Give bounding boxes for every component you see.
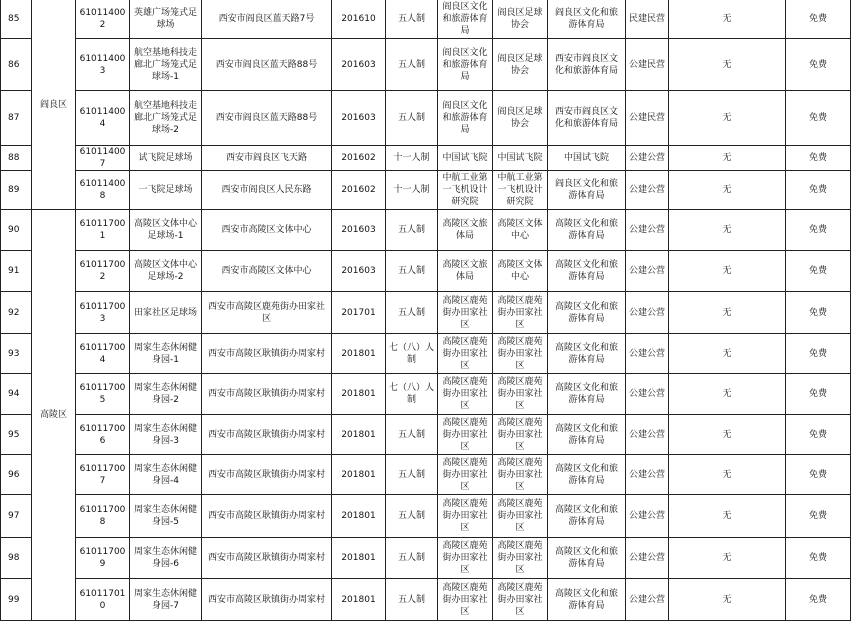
owner-unit: 阎良区文化和旅游体育局	[438, 91, 493, 146]
owner-unit: 中国试飞院	[438, 146, 493, 171]
owner-unit: 阎良区文化和旅游体育局	[438, 0, 493, 39]
venue-code: 610117003	[76, 292, 130, 334]
operation-type: 公建公营	[626, 579, 669, 621]
owner-unit: 高陵区鹿苑街办田家社区	[438, 495, 493, 538]
venue-code: 610117006	[76, 415, 130, 455]
row-number: 93	[1, 334, 32, 374]
venue-name: 航空基地科技走廊北广场笼式足球场-2	[130, 91, 202, 146]
operator-unit: 阎良区足球协会	[493, 39, 548, 91]
regulator-unit: 阎良区文化和旅游体育局	[548, 0, 626, 39]
match-format: 五人制	[386, 415, 438, 455]
match-format: 五人制	[386, 538, 438, 579]
operator-unit: 阎良区足球协会	[493, 0, 548, 39]
fee-flag: 无	[669, 146, 786, 171]
fee-flag: 无	[669, 39, 786, 91]
venue-code: 610114007	[76, 146, 130, 171]
operator-unit: 中航工业第一飞机设计研究院	[493, 171, 548, 210]
table-row	[1, 210, 851, 251]
charge-status: 免费	[786, 91, 851, 146]
row-number: 97	[1, 495, 32, 538]
owner-unit: 阎良区文化和旅游体育局	[438, 39, 493, 91]
charge-status: 免费	[786, 415, 851, 455]
fee-flag: 无	[669, 251, 786, 292]
build-date: 201801	[332, 334, 386, 374]
charge-status: 免费	[786, 495, 851, 538]
operator-unit: 高陵区鹿苑街办田家社区	[493, 334, 548, 374]
operator-unit: 阎良区足球协会	[493, 91, 548, 146]
venue-address: 西安市阎良区飞天路	[202, 146, 332, 171]
regulator-unit: 高陵区文化和旅游体育局	[548, 455, 626, 495]
venue-code: 610114008	[76, 171, 130, 210]
operation-type: 公建公营	[626, 415, 669, 455]
fee-flag: 无	[669, 171, 786, 210]
fee-flag: 无	[669, 210, 786, 251]
regulator-unit: 中国试飞院	[548, 146, 626, 171]
venue-code: 610114003	[76, 39, 130, 91]
match-format: 十一人制	[386, 146, 438, 171]
venue-address: 西安市高陵区耿镇街办周家村	[202, 455, 332, 495]
venue-name: 高陵区文体中心足球场-2	[130, 251, 202, 292]
venue-address: 西安市高陵区耿镇街办周家村	[202, 415, 332, 455]
fee-flag: 无	[669, 0, 786, 39]
build-date: 201801	[332, 579, 386, 621]
match-format: 五人制	[386, 579, 438, 621]
venue-code: 610117007	[76, 455, 130, 495]
operator-unit: 中国试飞院	[493, 146, 548, 171]
operation-type: 公建公营	[626, 495, 669, 538]
charge-status: 免费	[786, 579, 851, 621]
regulator-unit: 高陵区文化和旅游体育局	[548, 374, 626, 415]
charge-status: 免费	[786, 538, 851, 579]
table-row	[1, 39, 851, 91]
fee-flag: 无	[669, 415, 786, 455]
district-cell: 高陵区	[32, 210, 76, 621]
operation-type: 公建公营	[626, 292, 669, 334]
charge-status: 免费	[786, 0, 851, 39]
row-number: 86	[1, 39, 32, 91]
build-date: 201801	[332, 374, 386, 415]
venue-name: 周家生态休闲健身园-6	[130, 538, 202, 579]
operation-type: 公建公营	[626, 334, 669, 374]
table-row	[1, 91, 851, 146]
build-date: 201602	[332, 171, 386, 210]
charge-status: 免费	[786, 210, 851, 251]
match-format: 五人制	[386, 251, 438, 292]
venue-address: 西安市高陵区耿镇街办周家村	[202, 374, 332, 415]
operator-unit: 高陵区鹿苑街办田家社区	[493, 538, 548, 579]
venue-code: 610114002	[76, 0, 130, 39]
row-number: 90	[1, 210, 32, 251]
venue-name: 周家生态休闲健身园-5	[130, 495, 202, 538]
operation-type: 公建民营	[626, 91, 669, 146]
operation-type: 公建公营	[626, 374, 669, 415]
row-number: 96	[1, 455, 32, 495]
operation-type: 公建公营	[626, 171, 669, 210]
owner-unit: 高陵区鹿苑街办田家社区	[438, 334, 493, 374]
charge-status: 免费	[786, 334, 851, 374]
owner-unit: 高陵区鹿苑街办田家社区	[438, 538, 493, 579]
match-format: 五人制	[386, 91, 438, 146]
match-format: 五人制	[386, 495, 438, 538]
operator-unit: 高陵区鹿苑街办田家社区	[493, 292, 548, 334]
build-date: 201602	[332, 146, 386, 171]
regulator-unit: 西安市阎良区文化和旅游体育局	[548, 39, 626, 91]
table-row	[1, 146, 851, 171]
owner-unit: 高陵区鹿苑街办田家社区	[438, 455, 493, 495]
venue-code: 610114004	[76, 91, 130, 146]
venue-address: 西安市阎良区蓝天路7号	[202, 0, 332, 39]
row-number: 98	[1, 538, 32, 579]
venue-code: 610117005	[76, 374, 130, 415]
venue-name: 周家生态休闲健身园-1	[130, 334, 202, 374]
operation-type: 民建民营	[626, 0, 669, 39]
operator-unit: 高陵区文体中心	[493, 251, 548, 292]
operator-unit: 高陵区鹿苑街办田家社区	[493, 455, 548, 495]
match-format: 十一人制	[386, 171, 438, 210]
table-row	[1, 374, 851, 415]
owner-unit: 高陵区鹿苑街办田家社区	[438, 415, 493, 455]
build-date: 201801	[332, 455, 386, 495]
venue-name: 航空基地科技走廊北广场笼式足球场-1	[130, 39, 202, 91]
table-row	[1, 334, 851, 374]
charge-status: 免费	[786, 374, 851, 415]
table-row	[1, 0, 851, 39]
venue-code: 610117002	[76, 251, 130, 292]
venue-address: 西安市高陵区文体中心	[202, 251, 332, 292]
build-date: 201610	[332, 0, 386, 39]
match-format: 五人制	[386, 39, 438, 91]
fee-flag: 无	[669, 495, 786, 538]
build-date: 201603	[332, 210, 386, 251]
venue-code: 610117008	[76, 495, 130, 538]
venue-name: 高陵区文体中心足球场-1	[130, 210, 202, 251]
regulator-unit: 高陵区文化和旅游体育局	[548, 292, 626, 334]
build-date: 201603	[332, 39, 386, 91]
row-number: 87	[1, 91, 32, 146]
venue-address: 西安市阎良区人民东路	[202, 171, 332, 210]
table-row	[1, 171, 851, 210]
match-format: 五人制	[386, 0, 438, 39]
charge-status: 免费	[786, 292, 851, 334]
fee-flag: 无	[669, 374, 786, 415]
operation-type: 公建公营	[626, 146, 669, 171]
regulator-unit: 高陵区文化和旅游体育局	[548, 334, 626, 374]
match-format: 五人制	[386, 210, 438, 251]
row-number: 95	[1, 415, 32, 455]
charge-status: 免费	[786, 146, 851, 171]
venue-address: 西安市高陵区耿镇街办周家村	[202, 538, 332, 579]
match-format: 五人制	[386, 455, 438, 495]
table-row	[1, 579, 851, 621]
owner-unit: 高陵区鹿苑街办田家社区	[438, 292, 493, 334]
venue-name: 试飞院足球场	[130, 146, 202, 171]
venue-code: 610117004	[76, 334, 130, 374]
regulator-unit: 西安市阎良区文化和旅游体育局	[548, 91, 626, 146]
owner-unit: 高陵区文旅体局	[438, 210, 493, 251]
venue-name: 一飞院足球场	[130, 171, 202, 210]
operation-type: 公建公营	[626, 538, 669, 579]
charge-status: 免费	[786, 171, 851, 210]
row-number: 94	[1, 374, 32, 415]
fee-flag: 无	[669, 334, 786, 374]
table-row	[1, 415, 851, 455]
row-number: 88	[1, 146, 32, 171]
venue-address: 西安市高陵区耿镇街办周家村	[202, 495, 332, 538]
table-row	[1, 251, 851, 292]
regulator-unit: 高陵区文化和旅游体育局	[548, 495, 626, 538]
venue-name: 周家生态休闲健身园-4	[130, 455, 202, 495]
charge-status: 免费	[786, 251, 851, 292]
operator-unit: 高陵区鹿苑街办田家社区	[493, 374, 548, 415]
venue-name: 英雄广场笼式足球场	[130, 0, 202, 39]
row-number: 92	[1, 292, 32, 334]
venue-code: 610117009	[76, 538, 130, 579]
regulator-unit: 高陵区文化和旅游体育局	[548, 210, 626, 251]
row-number: 89	[1, 171, 32, 210]
venue-code: 610117010	[76, 579, 130, 621]
operation-type: 公建公营	[626, 455, 669, 495]
venue-address: 西安市阎良区蓝天路88号	[202, 39, 332, 91]
match-format: 七（八）人制	[386, 374, 438, 415]
regulator-unit: 高陵区文化和旅游体育局	[548, 415, 626, 455]
operation-type: 公建民营	[626, 39, 669, 91]
owner-unit: 高陵区文旅体局	[438, 251, 493, 292]
regulator-unit: 阎良区文化和旅游体育局	[548, 171, 626, 210]
match-format: 五人制	[386, 292, 438, 334]
table-row	[1, 538, 851, 579]
charge-status: 免费	[786, 455, 851, 495]
fee-flag: 无	[669, 292, 786, 334]
operation-type: 公建公营	[626, 210, 669, 251]
regulator-unit: 高陵区文化和旅游体育局	[548, 251, 626, 292]
build-date: 201701	[332, 292, 386, 334]
table-row	[1, 455, 851, 495]
operation-type: 公建公营	[626, 251, 669, 292]
operator-unit: 高陵区文体中心	[493, 210, 548, 251]
regulator-unit: 高陵区文化和旅游体育局	[548, 579, 626, 621]
owner-unit: 高陵区鹿苑街办田家社区	[438, 374, 493, 415]
fee-flag: 无	[669, 579, 786, 621]
venue-address: 西安市阎良区蓝天路88号	[202, 91, 332, 146]
row-number: 85	[1, 0, 32, 39]
venue-address: 西安市高陵区耿镇街办周家村	[202, 334, 332, 374]
table-row	[1, 495, 851, 538]
table-row	[1, 292, 851, 334]
build-date: 201801	[332, 495, 386, 538]
venue-name: 周家生态休闲健身园-7	[130, 579, 202, 621]
operator-unit: 高陵区鹿苑街办田家社区	[493, 579, 548, 621]
owner-unit: 中航工业第一飞机设计研究院	[438, 171, 493, 210]
build-date: 201603	[332, 251, 386, 292]
operator-unit: 高陵区鹿苑街办田家社区	[493, 495, 548, 538]
row-number: 99	[1, 579, 32, 621]
venue-address: 西安市高陵区文体中心	[202, 210, 332, 251]
venue-address: 西安市高陵区鹿苑街办田家社区	[202, 292, 332, 334]
operator-unit: 高陵区鹿苑街办田家社区	[493, 415, 548, 455]
build-date: 201801	[332, 415, 386, 455]
build-date: 201603	[332, 91, 386, 146]
district-cell: 阎良区	[32, 0, 76, 210]
regulator-unit: 高陵区文化和旅游体育局	[548, 538, 626, 579]
venue-code: 610117001	[76, 210, 130, 251]
build-date: 201801	[332, 538, 386, 579]
row-number: 91	[1, 251, 32, 292]
fee-flag: 无	[669, 455, 786, 495]
charge-status: 免费	[786, 39, 851, 91]
venue-name: 田家社区足球场	[130, 292, 202, 334]
venue-address: 西安市高陵区耿镇街办周家村	[202, 579, 332, 621]
fee-flag: 无	[669, 538, 786, 579]
fee-flag: 无	[669, 91, 786, 146]
venue-name: 周家生态休闲健身园-3	[130, 415, 202, 455]
owner-unit: 高陵区鹿苑街办田家社区	[438, 579, 493, 621]
venue-name: 周家生态休闲健身园-2	[130, 374, 202, 415]
match-format: 七（八）人制	[386, 334, 438, 374]
